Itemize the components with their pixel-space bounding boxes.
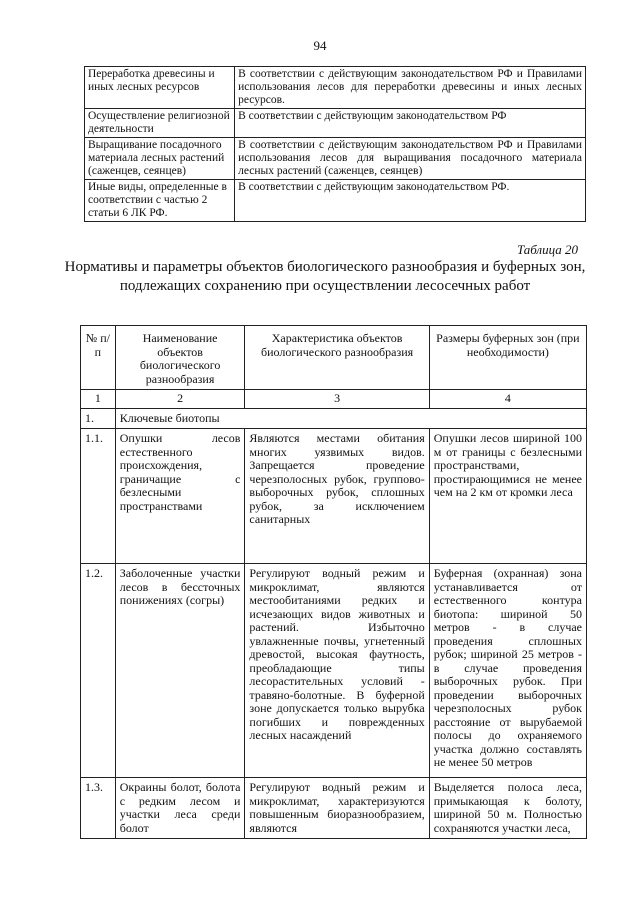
header-number: № п/п [81,326,116,390]
column-number: 3 [245,390,429,409]
table-row [85,109,586,138]
object-description: Являются местами обитания многих уязвимых видов. Запрещается проведение черезполосных рубок, группово-выборочных рубок, сплошных рубок, за исключением санитарных [245,429,429,564]
header-description: Характеристика объектов биологического разнообразия [245,326,429,390]
activity-cell: Осуществление религиозной деятельности [85,109,235,138]
row-number: 1.2. [81,564,116,778]
buffer-zone: Выделяется полоса леса, примыкающая к болоту, шириной 50 м. Полностью сохраняются участки леса, [429,778,586,839]
table-row [81,778,587,839]
table-row [81,564,587,778]
requirement-cell: В соответствии с действующим законодательством РФ и Правилами использования лесов для переработки древесины и иных лесных ресурсов. [235,67,586,109]
table-row [85,180,586,222]
object-description: Регулируют водный режим и микроклимат, характеризуются повышенным биоразнообразием, являются [245,778,429,839]
column-number: 4 [429,390,586,409]
row-number: 1.1. [81,429,116,564]
header-name: Наименование объектов биологического разнообразия [115,326,245,390]
activity-cell: Переработка древесины и иных лесных ресурсов [85,67,235,109]
biodiversity-table [80,325,587,839]
row-number: 1.3. [81,778,116,839]
requirement-cell: В соответствии с действующим законодательством РФ и Правилами использования лесов для выращивания посадочного материала лесных растений (саженцев, сеянцев) [235,138,586,180]
column-number-row [81,390,587,409]
section-title: Ключевые биотопы [115,408,586,429]
table-row [85,67,586,109]
table-title: Нормативы и параметры объектов биологического разнообразия и буферных зон, подлежащих сохранению при осуществлении лесосечных работ [64,259,586,294]
object-description: Регулируют водный режим и микроклимат, являются местообитаниями редких и исчезающих видов животных и растений. Избыточно увлажненные почвы, угнетенный древостой, высокая фаутность, преобладающие типы лесорастительных условий - травяно-болотные. В буферной зоне допускается только вырубка погибших и поврежденных лесных насаждений [245,564,429,778]
activity-cell: Выращивание посадочного материала лесных растений (саженцев, сеянцев) [85,138,235,180]
activity-cell: Иные виды, определенные в соответствии с частью 2 статьи 6 ЛК РФ. [85,180,235,222]
section-number: 1. [81,408,116,429]
requirement-cell: В соответствии с действующим законодательством РФ. [235,180,586,222]
table-caption: Таблица 20 [516,242,578,257]
table-header-row [81,326,587,390]
object-name: Опушки лесов естественного происхождения, граничащие с безлесными пространствами [115,429,245,564]
object-name: Окраины болот, болота с редким лесом и участки леса среди болот [115,778,245,839]
column-number: 2 [115,390,245,409]
column-number: 1 [81,390,116,409]
table-row [85,138,586,180]
header-buffer: Размеры буферных зон (при необходимости) [429,326,586,390]
buffer-zone: Буферная (охранная) зона устанавливается от естественного контура биотопа: шириной 50 метров - в случае проведения сплошных рубок; шириной 25 метров - в случае проведения выборочных рубок. При проведении выборочных черезполосных рубок расстояние от вырубаемой полосы до охраняемого участка должно составлять не менее 50 метров [429,564,586,778]
object-name: Заболоченные участки лесов в бессточных понижениях (согры) [115,564,245,778]
section-row [81,408,587,429]
buffer-zone: Опушки лесов шириной 100 м от границы с безлесными пространствами, простирающимися не менее чем на 2 км от кромки леса [429,429,586,564]
table-row [81,429,587,564]
requirement-cell: В соответствии с действующим законодательством РФ [235,109,586,138]
activities-table [84,66,586,222]
page-number: 94 [313,38,327,53]
